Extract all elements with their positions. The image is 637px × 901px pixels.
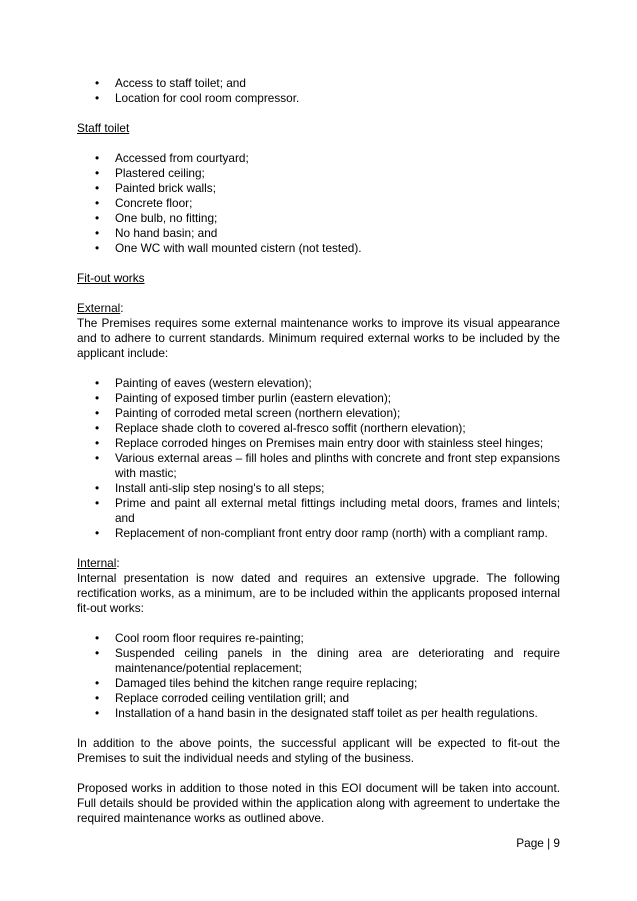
internal-colon: :	[116, 556, 120, 570]
external-works-list	[77, 376, 560, 541]
list-item: • Painting of eaves (western elevation);	[115, 376, 560, 391]
internal-label-line	[77, 556, 560, 571]
list-item: • Painting of exposed timber purlin (eastern elevation);	[115, 391, 560, 406]
internal-works-list	[77, 631, 560, 721]
list-item: • Prime and paint all external metal fittings including metal doors, frames and lintels; and	[115, 496, 560, 526]
addition-paragraph: In addition to the above points, the successful applicant will be expected to fit-out the Premises to suit the individual needs and styling of the business.	[77, 736, 560, 765]
list-item: • Replace shade cloth to covered al-fresco soffit (northern elevation);	[115, 421, 560, 436]
list-item: • Damaged tiles behind the kitchen range require replacing;	[115, 676, 560, 691]
list-item: • Concrete floor;	[115, 196, 560, 211]
external-paragraph: The Premises requires some external maintenance works to improve its visual appearance and to adhere to current standards. Minimum required external works to be included by the applicant include:	[77, 316, 560, 360]
page-content	[77, 76, 560, 826]
staff-toilet-list	[77, 151, 560, 256]
list-item: • Painting of corroded metal screen (northern elevation);	[115, 406, 560, 421]
external-label: External	[77, 301, 121, 315]
list-item: • Accessed from courtyard;	[115, 151, 560, 166]
staff-toilet-heading: Staff toilet	[77, 121, 130, 135]
list-item: • One WC with wall mounted cistern (not tested).	[115, 241, 560, 256]
list-item: • Cool room floor requires re-painting;	[115, 631, 560, 646]
list-item: • Replace corroded ceiling ventilation grill; and	[115, 691, 560, 706]
list-item: • Location for cool room compressor.	[115, 91, 560, 106]
list-item: • Suspended ceiling panels in the dining area are deteriorating and require maintenance/potential replacement;	[115, 646, 560, 676]
proposed-works-paragraph: Proposed works in addition to those noted in this EOI document will be taken into account. Full details should be provided within the application along with agreement to undertake the required maintenance works as outlined above.	[77, 781, 560, 825]
list-item: • Replace corroded hinges on Premises main entry door with stainless steel hinges;	[115, 436, 560, 451]
list-item: • No hand basin; and	[115, 226, 560, 241]
external-colon: :	[120, 301, 124, 315]
page-number: Page | 9	[516, 836, 560, 850]
list-item: • One bulb, no fitting;	[115, 211, 560, 226]
list-item: • Access to staff toilet; and	[115, 76, 560, 91]
internal-label: Internal	[77, 556, 117, 570]
list-item: • Install anti-slip step nosing's to all steps;	[115, 481, 560, 496]
fitout-heading: Fit-out works	[77, 271, 145, 285]
top-bullet-list	[77, 76, 560, 106]
list-item: • Replacement of non-compliant front entry door ramp (north) with a compliant ramp.	[115, 526, 560, 541]
internal-paragraph: Internal presentation is now dated and requires an extensive upgrade. The following rectification works, as a minimum, are to be included within the applicants proposed internal fit-out works:	[77, 571, 560, 615]
list-item: • Plastered ceiling;	[115, 166, 560, 181]
external-label-line	[77, 301, 560, 316]
list-item: • Installation of a hand basin in the designated staff toilet as per health regulations.	[115, 706, 560, 721]
list-item: • Painted brick walls;	[115, 181, 560, 196]
list-item: • Various external areas – fill holes and plinths with concrete and front step expansions with mastic;	[115, 451, 560, 481]
